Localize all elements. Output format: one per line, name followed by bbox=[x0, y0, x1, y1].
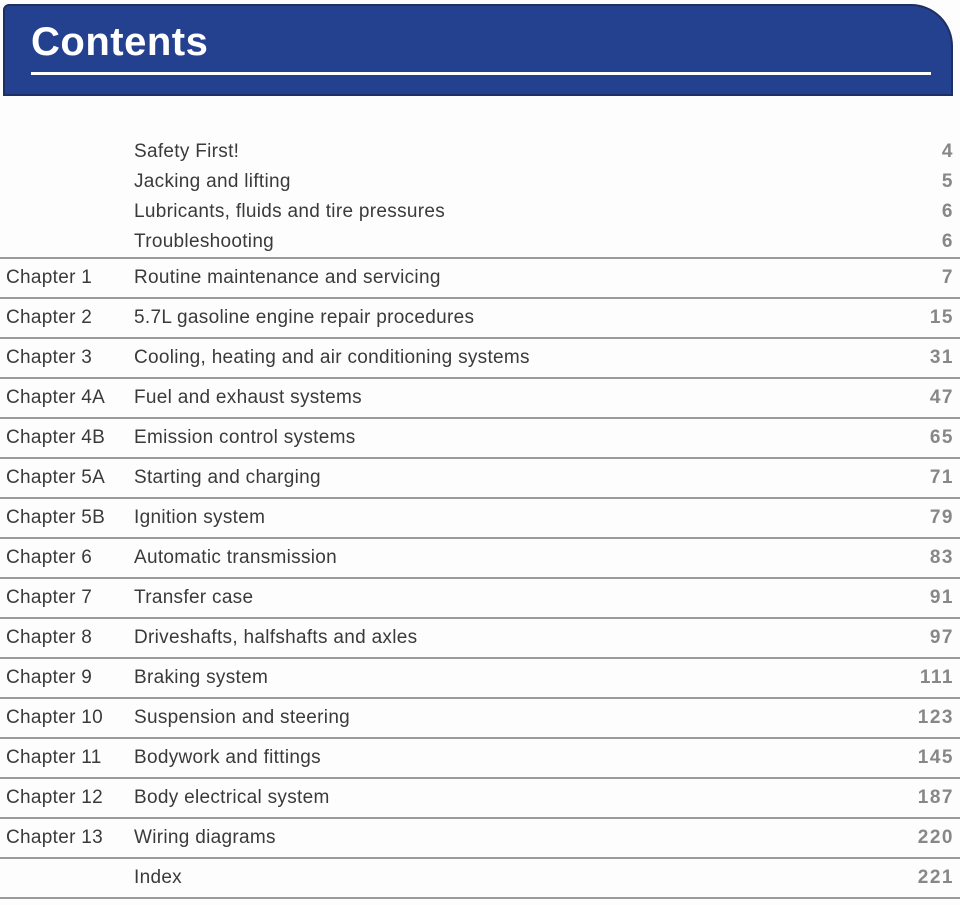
toc-row bbox=[0, 817, 960, 857]
chapter-title: Lubricants, fluids and tire pressures bbox=[134, 201, 446, 222]
page-title: Contents bbox=[31, 20, 209, 64]
page-number: 221 bbox=[917, 867, 954, 888]
chapter-title: Braking system bbox=[134, 667, 269, 688]
page-number: 6 bbox=[941, 201, 954, 222]
toc-row bbox=[0, 337, 960, 377]
page-number: 91 bbox=[929, 587, 954, 608]
chapter-title: Driveshafts, halfshafts and axles bbox=[134, 627, 418, 648]
chapter-label: Chapter 5B bbox=[6, 507, 106, 528]
chapter-label: Chapter 3 bbox=[6, 347, 93, 368]
page-number: 187 bbox=[917, 787, 954, 808]
chapter-label: Chapter 1 bbox=[6, 267, 93, 288]
toc-row bbox=[0, 417, 960, 457]
chapter-label: Chapter 7 bbox=[6, 587, 93, 608]
page-number: 71 bbox=[929, 467, 954, 488]
chapter-title: Starting and charging bbox=[134, 467, 321, 488]
contents-header-banner bbox=[3, 4, 953, 96]
toc-row bbox=[0, 737, 960, 777]
toc-row bbox=[0, 457, 960, 497]
chapter-title: Routine maintenance and servicing bbox=[134, 267, 441, 288]
toc-row bbox=[0, 167, 960, 197]
toc-row bbox=[0, 497, 960, 537]
page-number: 111 bbox=[919, 667, 954, 688]
toc-row bbox=[0, 777, 960, 817]
chapter-title: Automatic transmission bbox=[134, 547, 338, 568]
page-number: 4 bbox=[941, 141, 954, 162]
chapter-title: Body electrical system bbox=[134, 787, 330, 808]
toc-row bbox=[0, 697, 960, 737]
chapter-title: Troubleshooting bbox=[134, 231, 275, 252]
chapter-label: Chapter 10 bbox=[6, 707, 104, 728]
preliminary-toc-list bbox=[0, 137, 960, 257]
chapter-label: Chapter 8 bbox=[6, 627, 93, 648]
chapter-title: Jacking and lifting bbox=[134, 171, 291, 192]
toc-row bbox=[0, 257, 960, 297]
chapter-label: Chapter 9 bbox=[6, 667, 93, 688]
toc-row bbox=[0, 577, 960, 617]
chapter-title: Wiring diagrams bbox=[134, 827, 276, 848]
page-number: 123 bbox=[917, 707, 954, 728]
chapter-title: Safety First! bbox=[134, 141, 240, 162]
chapter-title: Emission control systems bbox=[134, 427, 356, 448]
page-number: 5 bbox=[941, 171, 954, 192]
chapter-label: Chapter 6 bbox=[6, 547, 93, 568]
page-number: 47 bbox=[929, 387, 954, 408]
chapter-label: Chapter 12 bbox=[6, 787, 104, 808]
page-number: 83 bbox=[929, 547, 954, 568]
chapter-label: Chapter 2 bbox=[6, 307, 93, 328]
chapter-title: Fuel and exhaust systems bbox=[134, 387, 362, 408]
chapter-toc-list bbox=[0, 257, 960, 899]
chapter-title: Suspension and steering bbox=[134, 707, 351, 728]
toc-row bbox=[0, 297, 960, 337]
chapter-title: Cooling, heating and air conditioning systems bbox=[134, 347, 530, 368]
chapter-label: Chapter 11 bbox=[6, 747, 102, 768]
chapter-title: Ignition system bbox=[134, 507, 266, 528]
toc-row bbox=[0, 137, 960, 167]
chapter-label: Chapter 13 bbox=[6, 827, 104, 848]
page-number: 65 bbox=[929, 427, 954, 448]
toc-row bbox=[0, 197, 960, 227]
page-number: 6 bbox=[941, 231, 954, 252]
page-number: 97 bbox=[929, 627, 954, 648]
toc-row bbox=[0, 537, 960, 577]
chapter-title: Index bbox=[134, 867, 182, 888]
toc-row bbox=[0, 227, 960, 257]
toc-row bbox=[0, 857, 960, 897]
title-underline-rule bbox=[31, 72, 931, 75]
chapter-title: 5.7L gasoline engine repair procedures bbox=[134, 307, 475, 328]
page-number: 145 bbox=[917, 747, 954, 768]
toc-row bbox=[0, 657, 960, 697]
page-number: 7 bbox=[941, 267, 954, 288]
chapter-title: Bodywork and fittings bbox=[134, 747, 321, 768]
chapter-title: Transfer case bbox=[134, 587, 254, 608]
page-number: 31 bbox=[929, 347, 954, 368]
chapter-label: Chapter 5A bbox=[6, 467, 106, 488]
chapter-label: Chapter 4A bbox=[6, 387, 106, 408]
toc-row bbox=[0, 377, 960, 417]
chapter-label: Chapter 4B bbox=[6, 427, 106, 448]
page-number: 15 bbox=[929, 307, 954, 328]
page-number: 79 bbox=[929, 507, 954, 528]
page-number: 220 bbox=[917, 827, 954, 848]
toc-row bbox=[0, 617, 960, 657]
